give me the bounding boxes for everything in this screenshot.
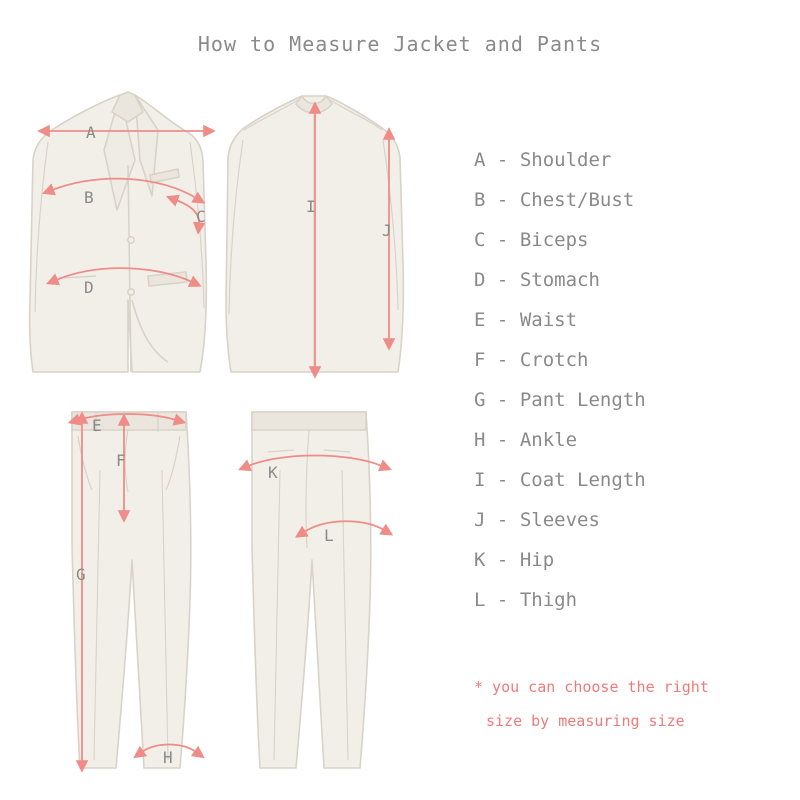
legend-item-d [474,260,794,300]
marker-label-j: J [382,221,392,240]
marker-label-d: D [84,278,94,297]
pants-front-illustration [72,412,191,768]
legend-key-c: C [474,229,486,251]
legend-key-j: J [474,509,486,531]
legend-label-j: Sleeves [519,509,600,531]
legend-item-k [474,540,794,580]
legend-key-d: D [474,269,486,291]
legend-label-l: Thigh [519,589,578,611]
legend-item-h [474,420,794,460]
legend-dash-k: - [496,549,509,571]
legend-item-a [474,140,794,180]
legend-dash-g: - [496,389,509,411]
legend-key-i: I [474,469,486,491]
legend-key-k: K [474,549,486,571]
marker-label-k: K [268,463,278,482]
legend-label-g: Pant Length [519,389,646,411]
marker-label-b: B [84,188,94,207]
legend-label-c: Biceps [519,229,589,251]
legend-dash-c: - [496,229,509,251]
legend-dash-f: - [496,349,509,371]
legend-key-l: L [474,589,486,611]
legend-key-g: G [474,389,486,411]
legend-dash-i: - [496,469,509,491]
legend-dash-a: - [496,149,509,171]
marker-label-c: C [196,207,206,226]
page-title: How to Measure Jacket and Pants [197,32,603,56]
legend-label-h: Ankle [519,429,578,451]
legend-key-h: H [474,429,486,451]
legend-dash-j: - [496,509,509,531]
legend-dash-d: - [496,269,509,291]
legend-item-l [474,580,794,620]
legend-label-d: Stomach [519,269,600,291]
legend-key-e: E [474,309,486,331]
measurement-legend [474,140,794,620]
legend-item-c [474,220,794,260]
legend-label-k: Hip [519,549,555,571]
measuring-note [474,670,794,738]
legend-label-f: Crotch [519,349,589,371]
legend-item-j [474,500,794,540]
legend-item-e [474,300,794,340]
jacket-front-illustration [30,92,207,372]
marker-label-i: I [306,197,316,216]
note-line-2: size by measuring size [486,712,685,730]
legend-item-g [474,380,794,420]
marker-label-a: A [86,123,96,142]
marker-label-l: L [324,526,334,545]
legend-dash-h: - [496,429,509,451]
marker-label-e: E [92,416,102,435]
legend-item-b [474,180,794,220]
marker-label-h: H [163,748,173,767]
legend-item-f [474,340,794,380]
legend-item-i [474,460,794,500]
marker-label-f: F [116,451,126,470]
legend-key-a: A [474,149,486,171]
legend-label-b: Chest/Bust [519,189,635,211]
legend-dash-e: - [496,309,509,331]
note-line-1: * you can choose the right [474,678,709,696]
legend-key-f: F [474,349,486,371]
legend-dash-b: - [496,189,509,211]
legend-label-i: Coat Length [519,469,646,491]
marker-label-g: G [76,565,86,584]
legend-dash-l: - [496,589,509,611]
legend-label-e: Waist [519,309,578,331]
legend-key-b: B [474,189,486,211]
legend-label-a: Shoulder [519,149,612,171]
